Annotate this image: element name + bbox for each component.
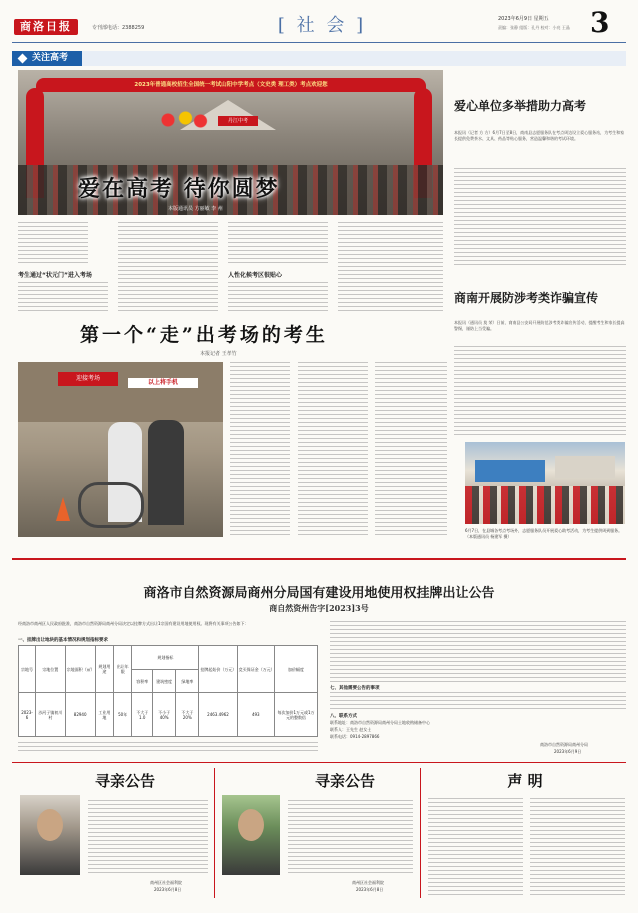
fraud-body	[454, 346, 626, 438]
right-photo	[465, 442, 625, 524]
photo-caption: 本版通讯员 方丽敏 李 州	[168, 206, 223, 212]
th-area: 宗地面积（㎡）	[65, 646, 95, 693]
notice-date: 2023年6月9日	[554, 749, 582, 754]
statement-body-2	[530, 798, 625, 898]
right-photo-people	[465, 486, 625, 524]
td-increment: 每次加价1万元或1万元的整数倍	[275, 693, 318, 737]
table-row	[19, 693, 318, 737]
notice-right-body-b	[330, 692, 626, 712]
photo-banner-text: 2023年普通高校招生全国统一考试山阳中学考点（文史类 理工类）考点欢迎您	[134, 82, 328, 88]
walk-photo-building	[18, 362, 223, 422]
th-deposit: 竞买保证金（万元）	[237, 646, 274, 693]
walk-photo-sign-board	[58, 372, 118, 386]
walk-col2	[230, 362, 290, 537]
editors-line: 责编：张静 组版：孔丹 校对：小亮 王晶	[498, 25, 570, 30]
love-byline: 本报讯（记者 方 方）6月7日至8日，商南县志愿服务队在考点周边设立爱心服务站，为考生和家长提供免费茶水、文具、药品等贴心服务，营造温馨和谐的考试环境。	[454, 130, 625, 141]
missing-notice-title-1: 寻亲公告	[94, 772, 155, 790]
article-left-subhead1: 考生通过“状元门”进入考场	[18, 272, 92, 279]
walk-headline: 第一个“走”出考场的考生	[80, 324, 328, 346]
td-far: 不大于1.0	[132, 693, 153, 737]
notice-section7: 七、其他需要公告的事项	[330, 686, 380, 691]
walk-photo-sign: 迎接考场	[75, 375, 100, 382]
th-term: 出让年限	[114, 646, 132, 693]
walk-photo	[18, 362, 223, 537]
photo-tag	[218, 116, 258, 126]
missing-photo-1	[20, 795, 80, 875]
right-photo-tent	[475, 460, 545, 482]
fraud-headline: 商南开展防涉考类诈骗宣传	[454, 291, 599, 305]
td-use: 工业用地	[95, 693, 113, 737]
article-left-col1-b	[18, 282, 108, 312]
missing-notice-org-2: 商州区社会福利院	[352, 880, 384, 885]
walk-col3	[298, 362, 368, 537]
th-density: 建筑密度	[153, 669, 176, 693]
article-left-col3-b	[228, 282, 328, 312]
issue-date: 2023年6月9日 星期五	[498, 16, 549, 22]
td-start-price: 2463.4962	[199, 693, 237, 737]
love-body	[454, 168, 626, 268]
walk-photo-wheelchair	[78, 482, 144, 528]
missing-notice-body-1	[88, 800, 208, 875]
td-term: 50年	[114, 693, 132, 737]
notice-intro: 经商洛市商州区人民政府批准，商洛市自然资源局商州分局决定以挂牌方式出让1宗国有建设用地使用权。现将有关事项公告如下：	[18, 621, 249, 626]
love-headline: 爱心单位多举措助力高考	[454, 99, 587, 113]
td-area: 82940	[65, 693, 95, 737]
walk-photo-sign2: 以上将手机	[147, 379, 178, 386]
th-location: 宗地位置	[36, 646, 66, 693]
main-photo	[18, 70, 443, 215]
photo-tag-text: 丹江中考	[227, 118, 248, 124]
fraud-byline: 本报讯（通讯员 莫 荣）日前，商南县公安局开展防范涉考类诈骗宣传活动，提醒考生和家长提高警惕，谨防上当受骗。	[454, 320, 625, 331]
notice-section8: 八、联系方式	[330, 714, 357, 719]
notice-top-rule	[12, 558, 626, 560]
masthead-logo-text: 商洛日报	[20, 20, 72, 33]
photo-banner	[36, 78, 426, 92]
walk-photo-sign-board2	[128, 378, 198, 388]
statement-body-1	[428, 798, 523, 898]
td-location: 沙河子镇初川村	[36, 693, 66, 737]
missing-notice-org-1: 商州区社会福利院	[150, 880, 182, 885]
topic-label: 关注高考	[32, 53, 69, 63]
th-indicators: 规划指标	[132, 646, 199, 670]
missing-photo-2	[222, 795, 280, 875]
article-left-col3	[228, 222, 328, 266]
missing-notice-title-2: 寻亲公告	[314, 772, 375, 790]
article-left-col1-a	[18, 222, 88, 266]
notice-contact-person: 联系人：王先生 赵女士	[330, 727, 372, 732]
notice-bottom-rule	[12, 762, 626, 763]
td-lot: 2023-6	[19, 693, 36, 737]
notice-left-body	[18, 742, 318, 754]
statement-title: 声 明	[507, 772, 543, 790]
notice-title: 商洛市自然资源局商州分局国有建设用地使用权挂牌出让公告	[143, 586, 495, 601]
th-lot: 宗地号	[19, 646, 36, 693]
topic-bar	[12, 51, 626, 66]
hotline-label: 专刊部电话：2388259	[92, 25, 145, 31]
notice-org: 商洛市自然资源局商州分局	[540, 742, 588, 747]
missing-notice-date-2: 2023年6月8日	[356, 887, 384, 892]
article-left-col4	[338, 222, 443, 312]
divider-1	[214, 768, 215, 898]
notice-contact-phone: 联系电话：0914-2897866	[330, 734, 380, 739]
th-increment: 加价幅度	[275, 646, 318, 693]
td-deposit: 493	[237, 693, 274, 737]
photo-balloon-cluster	[158, 110, 208, 130]
right-photo-tent2	[555, 456, 615, 478]
notice-section1: 一、挂牌出让地块的基本情况和规划指标要求	[18, 638, 108, 643]
notice-table	[18, 645, 318, 737]
th-green: 绿地率	[176, 669, 199, 693]
walk-photo-person2	[148, 420, 184, 525]
article-left-subhead2: 人性化候考区很贴心	[228, 272, 283, 279]
header-rule	[12, 42, 626, 43]
missing-photo-2-face	[238, 809, 264, 841]
missing-photo-1-face	[37, 809, 63, 841]
missing-notice-date-1: 2023年6月8日	[154, 887, 182, 892]
walk-photo-cone	[56, 497, 70, 521]
notice-right-body-a	[330, 621, 626, 683]
td-green: 不大于20%	[176, 693, 199, 737]
th-far: 容积率	[132, 669, 153, 693]
notice-contact-address: 联系地址：商洛市自然资源局商州分局土地收购储备中心	[330, 720, 430, 725]
missing-notice-body-2	[288, 800, 413, 875]
walk-col4	[375, 362, 447, 537]
page-number: 3	[590, 6, 610, 39]
th-use: 规划用途	[95, 646, 113, 693]
photo-overlay-headline: 爱在高考 待你圆梦	[78, 176, 280, 202]
article-left-col2	[118, 222, 218, 312]
walk-byline: 本报记者 王孝竹	[200, 351, 237, 357]
notice-subtitle: 商自然资州告字[2023]3号	[269, 603, 369, 613]
td-density: 不小于40%	[153, 693, 176, 737]
th-start-price: 挂牌起始价（万元）	[199, 646, 237, 693]
section-title: [ 社 会 ]	[277, 15, 367, 36]
divider-2	[420, 768, 421, 898]
right-photo-caption: 6月7日，在县城各考点考场外，志愿服务队员开展爱心助考活动，为考生提供周到服务。（本版通讯员 杨建军 摄）	[465, 528, 623, 539]
